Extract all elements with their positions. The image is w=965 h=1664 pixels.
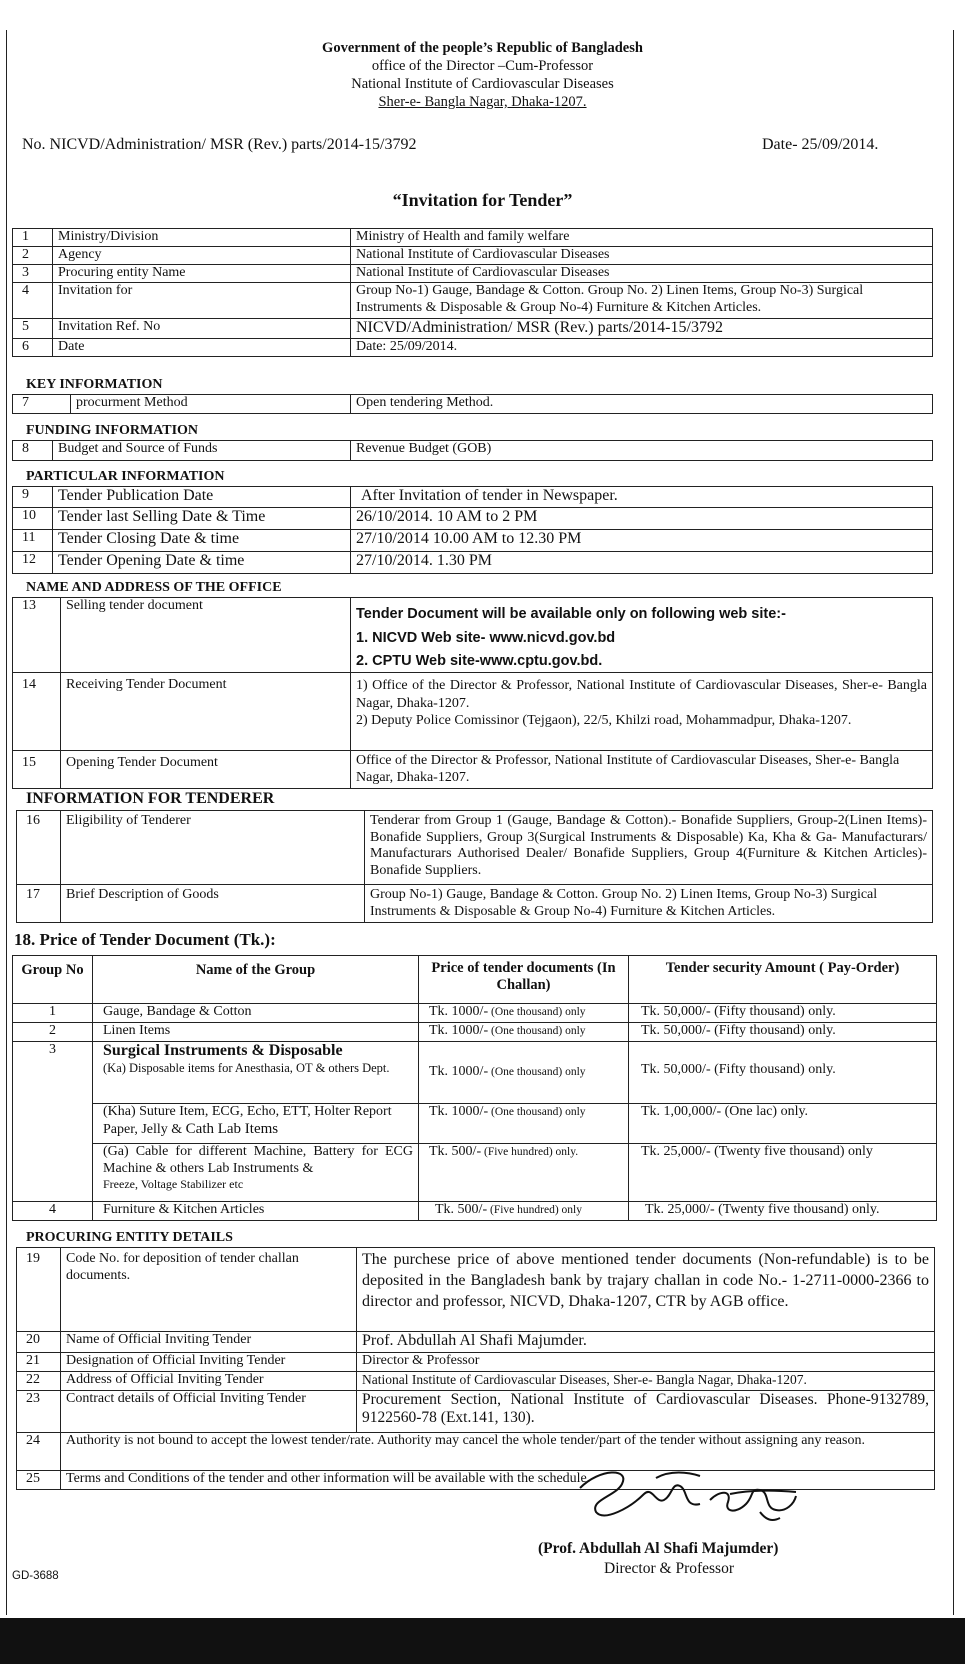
- office-heading: NAME AND ADDRESS OF THE OFFICE: [26, 580, 282, 595]
- row-number: 20: [17, 1332, 61, 1353]
- particular-information-table: [12, 486, 933, 574]
- row-label: Procuring entity Name: [53, 265, 351, 283]
- receiving-address-1: 1) Office of the Director & Professor, National Institute of Cardiovascular Diseases, Sher-e- Bangla Nagar, Dhaka-1207.: [356, 678, 927, 711]
- row-value: Date: 25/09/2014.: [351, 339, 933, 357]
- row-number: 11: [13, 530, 53, 552]
- row-number: 23: [17, 1391, 61, 1433]
- row-number: 25: [17, 1471, 61, 1490]
- table-row: [13, 1202, 937, 1221]
- column-header-price: Price of tender documents (In Challan): [419, 956, 629, 1004]
- document-price-words: (Five hundred) only: [487, 1204, 582, 1216]
- row-value: Ministry of Health and family welfare: [351, 229, 933, 247]
- funding-information-heading: FUNDING INFORMATION: [26, 423, 199, 438]
- row-label: Receiving Tender Document: [61, 673, 351, 751]
- table-row: [13, 339, 933, 357]
- row-value: Director & Professor: [357, 1353, 935, 1372]
- column-header-security: Tender security Amount ( Pay-Order): [629, 956, 937, 1004]
- row-number: 2: [13, 247, 53, 265]
- row-label: Invitation for: [53, 283, 351, 319]
- table-row: [13, 751, 933, 789]
- table-row: [13, 487, 933, 508]
- ka-item-name: (Ka) Disposable items for Anesthasia, OT & others Dept.: [103, 1060, 390, 1075]
- table-row: [13, 1042, 937, 1104]
- procuring-entity-heading: PROCURING ENTITY DETAILS: [26, 1230, 233, 1245]
- security-amount: Tk. 25,000/- (Twenty five thousand) only: [629, 1144, 937, 1202]
- procuring-entity-table: [16, 1247, 935, 1490]
- row-value: 26/10/2014. 10 AM to 2 PM: [351, 508, 933, 530]
- row-value: The purchese price of above mentioned tender documents (Non-refundable) is to be deposited in the Bangladesh bank by trajary challan in code No.- 1-2711-0000-2366 to director and professor, NICVD, Dhaka-1207, CTR by AGB office.: [357, 1248, 935, 1332]
- row-value: Group No-1) Gauge, Bandage & Cotton. Group No. 2) Linen Items, Group No-3) Surgical Instruments & Disposable & Group No-4) Furniture & Kitchen Articles.: [351, 283, 933, 319]
- row-number: 4: [13, 283, 53, 319]
- group-name: Linen Items: [93, 1023, 419, 1042]
- document-price-words: (Five hundred) only.: [481, 1146, 579, 1158]
- receiving-address-2: 2) Deputy Police Comissinor (Tejgaon), 22/5, Khilzi road, Mohammadpur, Dhaka-1207.: [356, 713, 852, 728]
- ga-item-name: (Ga) Cable for different Machine, Battery for ECG Machine & others Lab Instruments &: [103, 1144, 413, 1176]
- row-label: Tender Closing Date & time: [53, 530, 351, 552]
- group-name: Gauge, Bandage & Cotton: [93, 1004, 419, 1023]
- security-amount: Tk. 1,00,000/- (One lac) only.: [629, 1104, 937, 1144]
- row-value: Open tendering Method.: [351, 395, 933, 414]
- row-label: procurment Method: [71, 395, 351, 414]
- notice-date: Date- 25/09/2014.: [762, 136, 879, 153]
- row-number: 5: [13, 319, 53, 339]
- row-number: 16: [17, 811, 61, 885]
- document-price-words: (One thousand) only: [488, 1066, 586, 1078]
- table-row: [17, 1372, 935, 1391]
- table-row: [13, 1144, 937, 1202]
- row-value: Procurement Section, National Institute of Cardiovascular Diseases. Phone-9132789, 9122560-78 (Ext.141, 130).: [357, 1391, 935, 1433]
- table-row: [13, 441, 933, 461]
- table-row: [17, 811, 933, 885]
- row-value: Prof. Abdullah Al Shafi Majumder.: [357, 1332, 935, 1353]
- table-row: [17, 1332, 935, 1353]
- table-row: [13, 1023, 937, 1042]
- row-value: After Invitation of tender in Newspaper.: [351, 487, 933, 508]
- security-amount: Tk. 50,000/- (Fifty thousand) only.: [629, 1042, 937, 1104]
- row-label: Address of Official Inviting Tender: [61, 1372, 357, 1391]
- column-header-group-no: Group No: [13, 956, 93, 1004]
- row-value: 27/10/2014 10.00 AM to 12.30 PM: [351, 530, 933, 552]
- group-3-title: Surgical Instruments & Disposable: [103, 1042, 343, 1059]
- document-price: Tk. 1000/-: [429, 1004, 489, 1019]
- table-row: [17, 1353, 935, 1372]
- footer-code: GD-3688: [12, 1570, 59, 1582]
- price-table: [12, 955, 937, 1221]
- row-label: Date: [53, 339, 351, 357]
- table-row: [13, 598, 933, 673]
- row-number: 6: [13, 339, 53, 357]
- table-row: [13, 247, 933, 265]
- row-label: Brief Description of Goods: [61, 885, 365, 923]
- table-row: [17, 1391, 935, 1433]
- document-price-words: (One thousand) only: [488, 1106, 586, 1118]
- document-price: Tk. 1000/-: [429, 1023, 489, 1038]
- table-row: [13, 673, 933, 751]
- price-heading: 18. Price of Tender Document (Tk.):: [14, 930, 276, 949]
- row-number: 9: [13, 487, 53, 508]
- row-value: 27/10/2014. 1.30 PM: [351, 552, 933, 574]
- row-label: Eligibility of Tenderer: [61, 811, 365, 885]
- row-value: Revenue Budget (GOB): [351, 441, 933, 461]
- row-label: Name of Official Inviting Tender: [61, 1332, 357, 1353]
- row-label: Contract details of Official Inviting Tender: [61, 1391, 357, 1433]
- row-number: 10: [13, 508, 53, 530]
- key-information-table: [12, 394, 933, 414]
- table-row: [13, 229, 933, 247]
- scan-bottom-edge: [0, 1618, 965, 1664]
- row-label: Ministry/Division: [53, 229, 351, 247]
- kha-item-cath-lab: Cath Lab Items: [185, 1120, 279, 1137]
- row-number: 22: [17, 1372, 61, 1391]
- group-number: 1: [13, 1004, 93, 1023]
- row-value: National Institute of Cardiovascular Diseases, Sher-e- Bangla Nagar, Dhaka-1207.: [357, 1372, 935, 1391]
- row-label: Budget and Source of Funds: [53, 441, 351, 461]
- row-label: Tender last Selling Date & Time: [53, 508, 351, 530]
- table-row: [13, 552, 933, 574]
- group-name: Furniture & Kitchen Articles: [93, 1202, 419, 1221]
- kha-item-name: (Kha) Suture Item, ECG, Echo, ETT, Holter Report Paper, Jelly &: [103, 1104, 392, 1137]
- header-line-2: office of the Director –Cum-Professor: [371, 58, 594, 74]
- particular-information-heading: PARTICULAR INFORMATION: [26, 469, 225, 484]
- group-number: 2: [13, 1023, 93, 1042]
- security-amount: Tk. 50,000/- (Fifty thousand) only.: [629, 1023, 937, 1042]
- header-line-1: Government of the people’s Republic of Bangladesh: [322, 40, 643, 56]
- row-value: Office of the Director & Professor, National Institute of Cardiovascular Diseases, Sher-e- Bangla Nagar, Dhaka-1207.: [351, 751, 933, 789]
- table-row: [13, 283, 933, 319]
- nicvd-website-line: 1. NICVD Web site- www.nicvd.gov.bd: [356, 630, 616, 646]
- security-amount: Tk. 50,000/- (Fifty thousand) only.: [629, 1004, 937, 1023]
- column-header-name: Name of the Group: [93, 956, 419, 1004]
- header-line-3: National Institute of Cardiovascular Diseases: [351, 76, 614, 92]
- row-label: Agency: [53, 247, 351, 265]
- table-row: [13, 1004, 937, 1023]
- table-row: [13, 530, 933, 552]
- header-line-4: Sher-e- Bangla Nagar, Dhaka-1207.: [378, 94, 587, 110]
- reference-number: No. NICVD/Administration/ MSR (Rev.) parts/2014-15/3792: [22, 136, 417, 153]
- document-price: Tk. 1000/-: [429, 1064, 489, 1079]
- table-row: [13, 1104, 937, 1144]
- tenderer-table: [16, 810, 933, 923]
- group-number: 4: [13, 1202, 93, 1221]
- table-row: [17, 1248, 935, 1332]
- row-number: 15: [13, 751, 61, 789]
- row-value: Tenderar from Group 1 (Gauge, Bandage & Cotton).- Bonafide Suppliers, Group-2(Linen Items)- Bonafide Suppliers, Group 3(Surgical Instruments & Disposable) Ka, Kha & Ga- Manufacturars/ Manufacturars Authorised Dealer/ Bonafide Suppliers, Group 4(Furniture & Kitchen Articles)- Bonafide Suppliers.: [365, 811, 933, 885]
- general-info-table: [12, 228, 933, 357]
- row-label: Opening Tender Document: [61, 751, 351, 789]
- office-table: [12, 597, 933, 789]
- row-label: Selling tender document: [61, 598, 351, 673]
- table-row: [13, 395, 933, 414]
- security-amount: Tk. 25,000/- (Twenty five thousand) only.: [629, 1202, 937, 1221]
- row-number: 1: [13, 229, 53, 247]
- row-number: 7: [13, 395, 71, 414]
- row-value: National Institute of Cardiovascular Diseases: [351, 265, 933, 283]
- cptu-website-line: 2. CPTU Web site-www.cptu.gov.bd.: [356, 653, 603, 669]
- page-left-border: [6, 30, 7, 1615]
- row-label: Tender Opening Date & time: [53, 552, 351, 574]
- row-value: NICVD/Administration/ MSR (Rev.) parts/2014-15/3792: [351, 319, 933, 339]
- row-label: Tender Publication Date: [53, 487, 351, 508]
- table-row: [13, 265, 933, 283]
- page-right-border: [953, 30, 954, 1615]
- row-value: Authority is not bound to accept the lowest tender/rate. Authority may cancel the whole tender/part of the tender without assigning any reason.: [61, 1433, 935, 1471]
- row-number: 12: [13, 552, 53, 574]
- funding-information-table: [12, 440, 933, 461]
- row-number: 19: [17, 1248, 61, 1332]
- document-price-words: (One thousand) only: [488, 1006, 586, 1018]
- row-value: National Institute of Cardiovascular Diseases: [351, 247, 933, 265]
- row-value: Group No-1) Gauge, Bandage & Cotton. Group No. 2) Linen Items, Group No-3) Surgical Instruments & Disposable & Group No-4) Furniture & Kitchen Articles.: [365, 885, 933, 923]
- row-number: 13: [13, 598, 61, 673]
- signatory-name: (Prof. Abdullah Al Shafi Majumder): [538, 1540, 779, 1557]
- tenderer-heading: INFORMATION FOR TENDERER: [26, 790, 275, 807]
- document-price: Tk. 500/-: [435, 1202, 488, 1217]
- table-row: [17, 885, 933, 923]
- document-price: Tk. 1000/-: [429, 1104, 489, 1119]
- row-number: 24: [17, 1433, 61, 1471]
- row-number: 14: [13, 673, 61, 751]
- document-price-words: (One thousand) only: [488, 1025, 586, 1037]
- signatory-designation: Director & Professor: [604, 1560, 734, 1577]
- row-number: 17: [17, 885, 61, 923]
- ga-item-extra: Freeze, Voltage Stabilizer etc: [103, 1177, 244, 1192]
- table-row: [13, 319, 933, 339]
- row-label: Designation of Official Inviting Tender: [61, 1353, 357, 1372]
- table-row: [13, 508, 933, 530]
- row-label: Invitation Ref. No: [53, 319, 351, 339]
- row-number: 3: [13, 265, 53, 283]
- notice-title: “Invitation for Tender”: [392, 190, 573, 210]
- group-number: 3: [13, 1042, 93, 1202]
- handwritten-signature: [560, 1460, 820, 1530]
- selling-info-line-1: Tender Document will be available only on following web site:-: [356, 606, 786, 622]
- row-label: Code No. for deposition of tender challan documents.: [61, 1248, 357, 1332]
- key-information-heading: KEY INFORMATION: [26, 377, 163, 392]
- row-value: Terms and Conditions of the tender and other information will be available with the schedule.: [61, 1471, 935, 1490]
- row-number: 8: [13, 441, 53, 461]
- row-number: 21: [17, 1353, 61, 1372]
- table-header-row: [13, 956, 937, 1004]
- document-price: Tk. 500/-: [429, 1144, 482, 1159]
